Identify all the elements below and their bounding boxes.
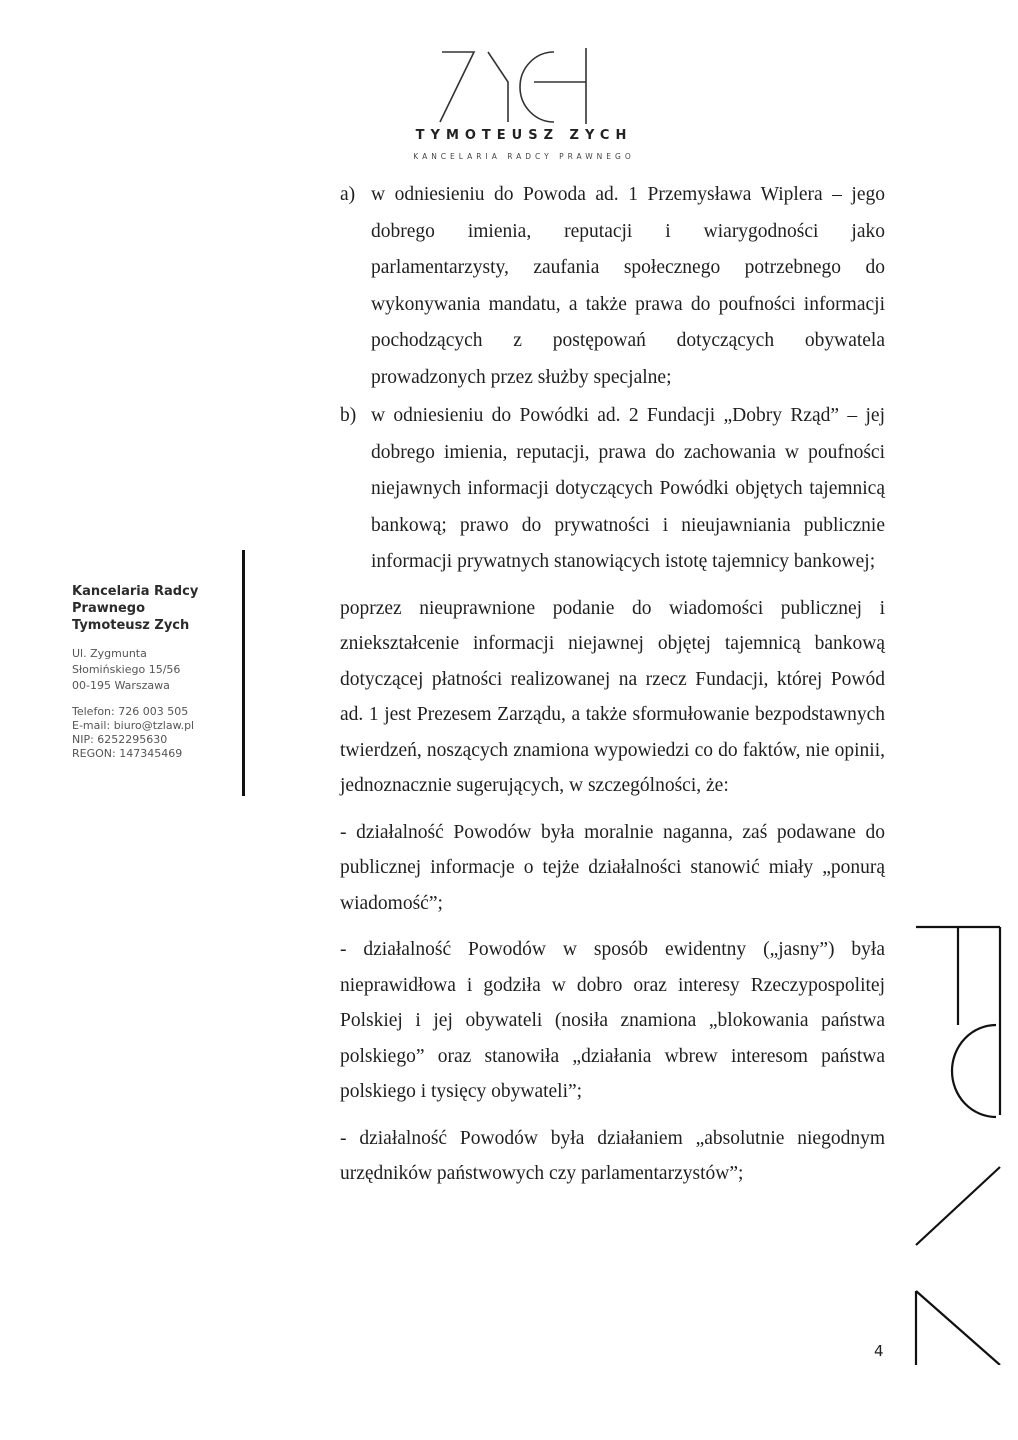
- sidebar-divider: [242, 550, 245, 796]
- list-marker: b): [340, 405, 357, 426]
- dash-item: - działalność Powodów była moralnie naganna, zaś podawane do publicznej informacje o tejże działalności stanowić miały „ponurą wiadomość”;: [340, 821, 885, 914]
- contact-line: REGON: 147345469: [72, 747, 183, 760]
- list-item: [340, 398, 885, 581]
- dash-item: - działalność Powodów w sposób ewidentny („jasny”) była nieprawidłowa i godziła w dobro oraz interesy Rzeczypospolitej Polskiej i jej obywateli (nosiła znamiona „blokowania państwa polskiego” oraz stanowiła „działania wbrew interesom państwa polskiego i tysięcy obywateli”;: [340, 939, 885, 1102]
- firm-name: TYMOTEUSZ ZYCH: [415, 128, 633, 143]
- contact-block: [72, 705, 242, 761]
- list-item: [340, 177, 885, 396]
- firm-subtitle: KANCELARIA RADCY PRAWNEGO: [413, 152, 635, 161]
- firm-name-line: Prawnego: [72, 601, 146, 616]
- zych-monogram-icon: [436, 42, 626, 128]
- body-paragraph: poprzez nieuprawnione podanie do wiadomości publicznej i zniekształcenie informacji niejawnej objętej tajemnicą bankową dotyczącej płatności realizowanej na rzecz Fundacji, której Powód ad. 1 jest Prezesem Zarządu, a także sformułowanie bezpodstawnych twierdzeń, noszących znamiona wypowiedzi co do faktów, nie opinii, jednoznacznie sugerujących, w szczególności, że:: [340, 597, 885, 796]
- contact-line: Telefon: 726 003 505: [72, 705, 189, 718]
- dash-item: - działalność Powodów była działaniem „absolutnie niegodnym urzędników państwowych czy parlamentarzystów”;: [340, 1127, 885, 1184]
- contact-line: NIP: 6252295630: [72, 733, 168, 746]
- page-number: 4: [874, 1342, 884, 1360]
- list-marker: a): [340, 184, 356, 205]
- address-line: Ul. Zygmunta: [72, 647, 147, 660]
- firm-name-line: Kancelaria Radcy: [72, 584, 199, 599]
- document-body: [340, 177, 885, 1192]
- list-item-text: w odniesieniu do Powoda ad. 1 Przemysława Wiplera – jego dobrego imienia, reputacji i wiarygodności jako parlamentarzysty, zaufania społecznego potrzebnego do wykonywania mandatu, a także prawa do poufności informacji pochodzących z postępowań dotyczących obywatela prowadzonych przez służby specjalne;: [371, 184, 885, 388]
- address-line: 00-195 Warszawa: [72, 679, 170, 692]
- address-block: [72, 646, 242, 694]
- firm-name-line: Tymoteusz Zych: [72, 618, 190, 633]
- list-item-text: w odniesieniu do Powódki ad. 2 Fundacji „Dobry Rząd” – jej dobrego imienia, reputacji, prawa do zachowania w poufności niejawnych informacji dotyczących Powódki objętych tajemnicą bankową; prawo do prywatności i nieujawniania publicznie informacji prywatnych stanowiących istotę tajemnicy bankowej;: [371, 405, 885, 572]
- sidebar-contact-block: [72, 583, 242, 761]
- zych-vertical-monogram-icon: [910, 915, 1010, 1365]
- firm-name-block: [72, 583, 242, 634]
- contact-line: E-mail: biuro@tzlaw.pl: [72, 719, 195, 732]
- address-line: Słomińskiego 15/56: [72, 663, 181, 676]
